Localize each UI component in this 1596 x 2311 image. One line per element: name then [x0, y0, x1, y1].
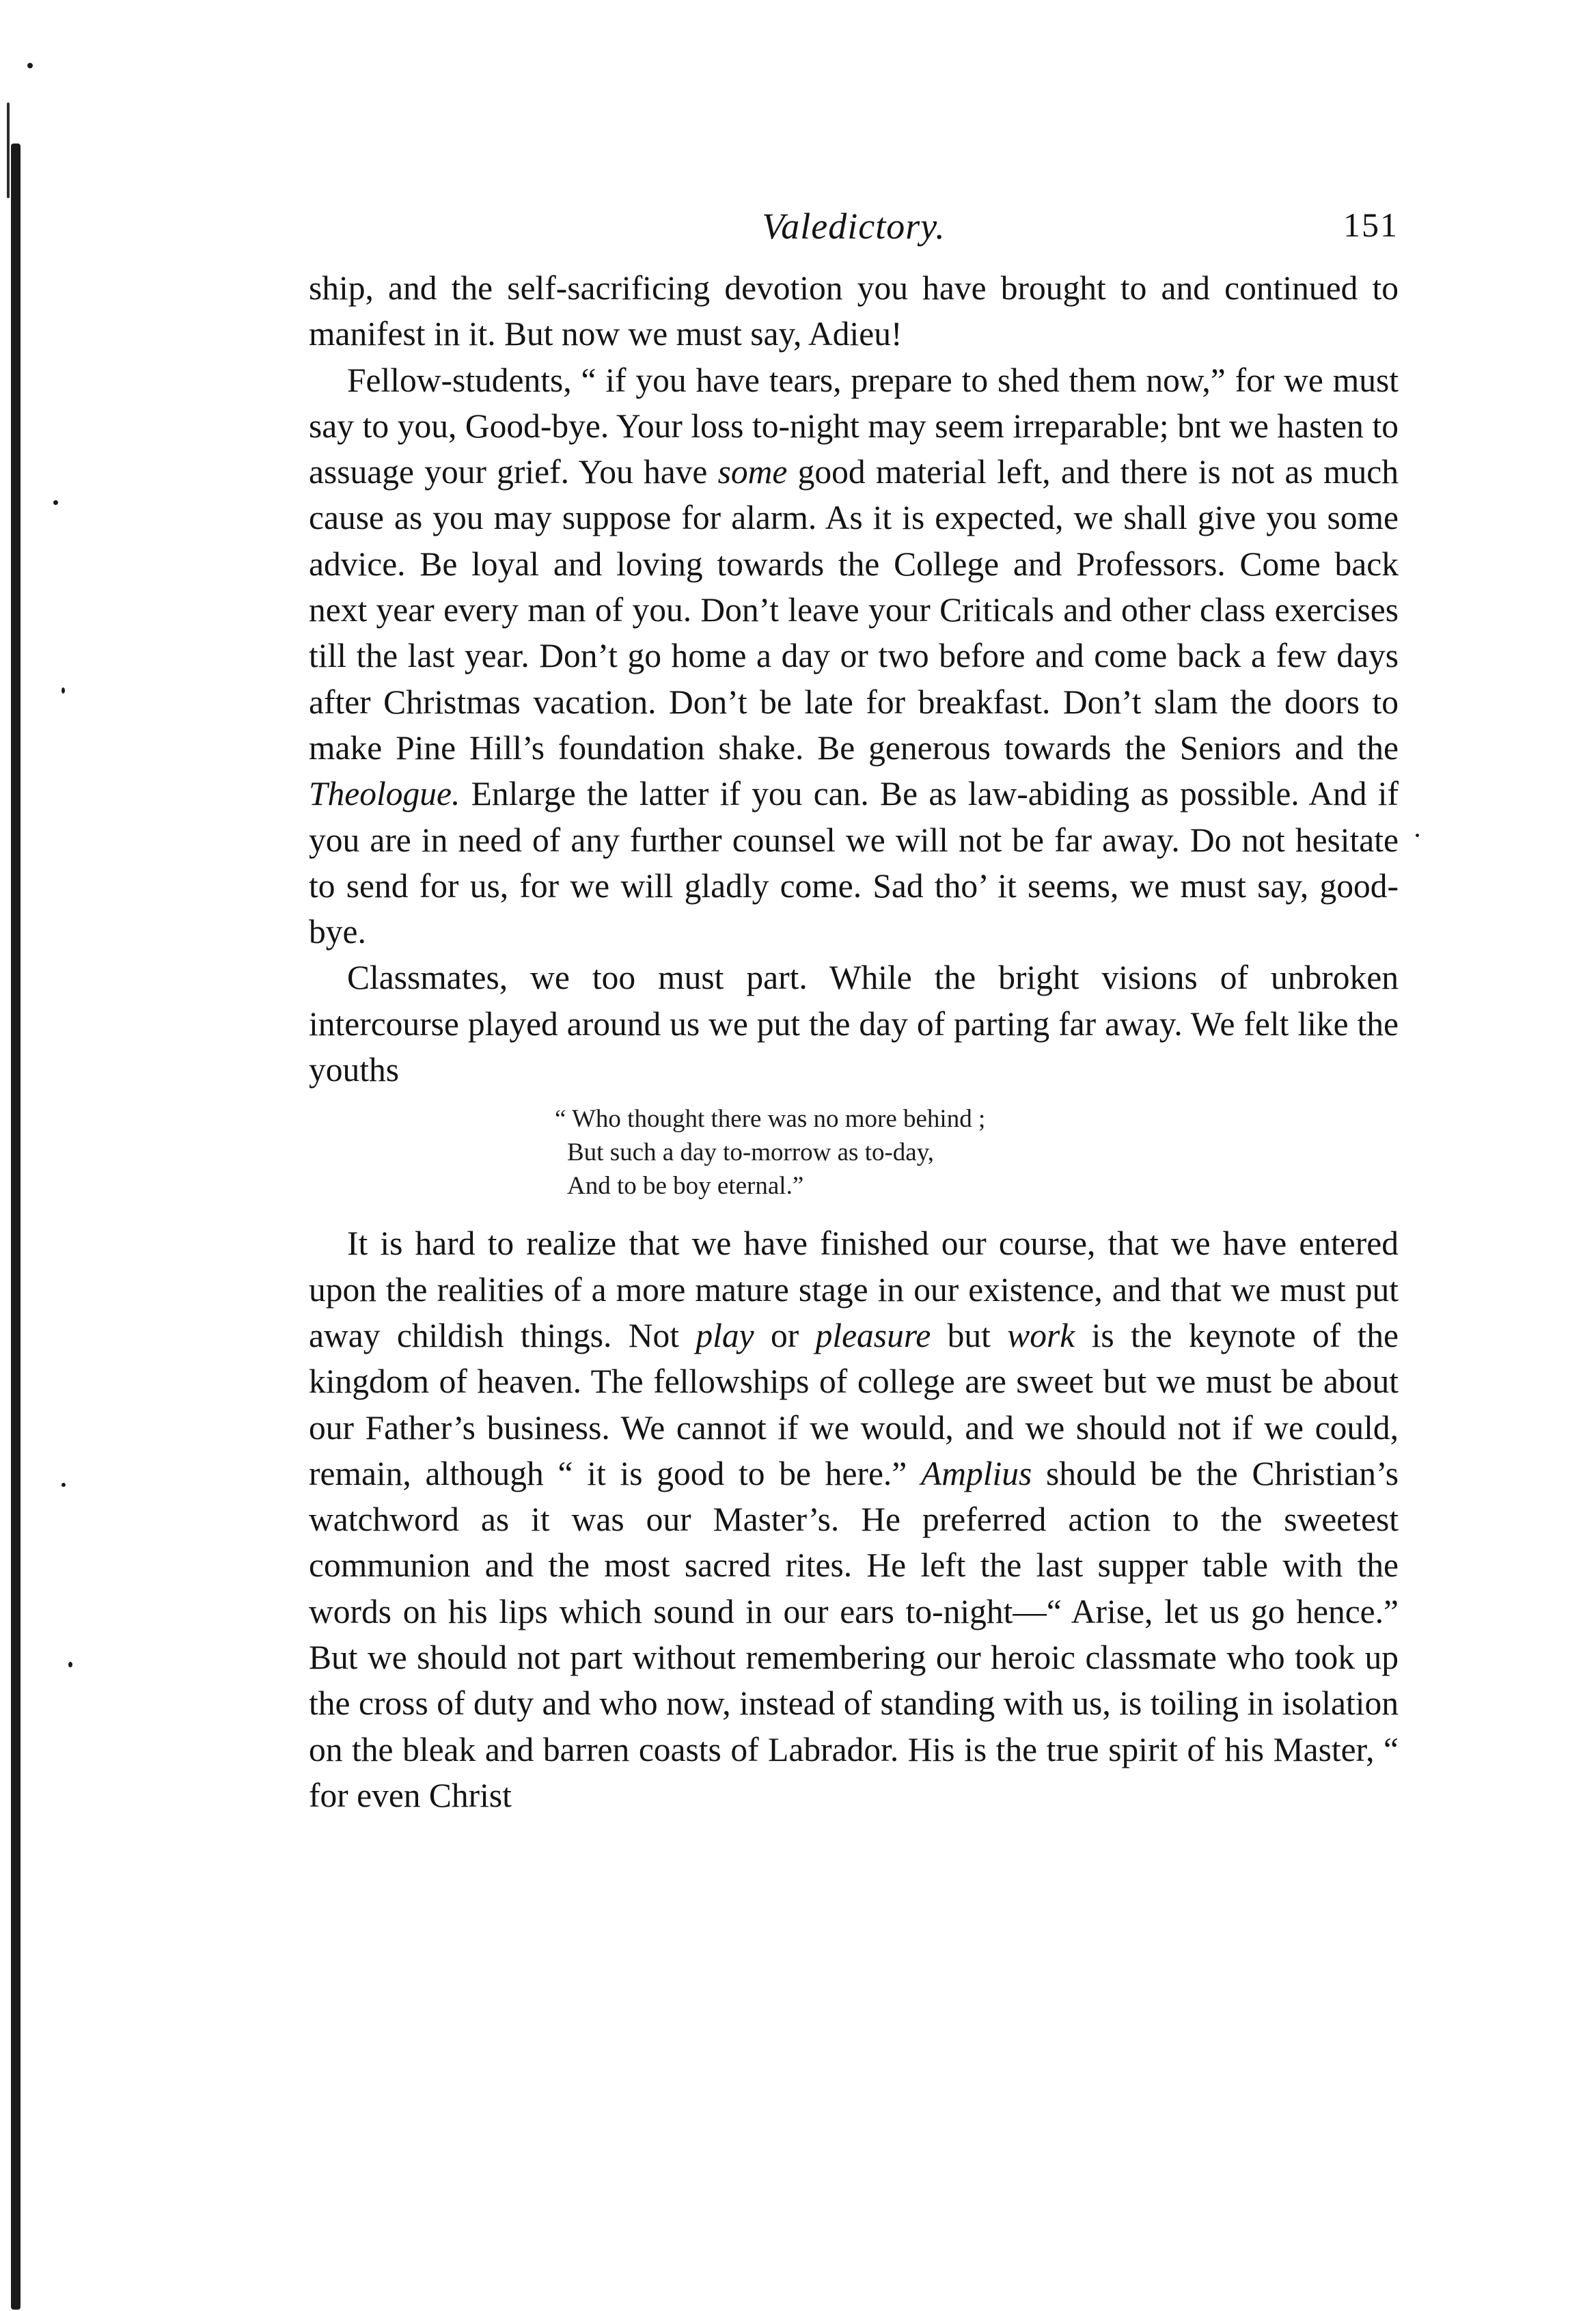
body-text [309, 265, 1399, 1818]
scan-speck [53, 500, 58, 505]
text-run: It is hard to realize that we have finished our course, that we have entered upon the realities of a more mature stage in our existence, and that we must put away childish things. Not [309, 1225, 1399, 1354]
binding-edge-thin-rule [7, 102, 10, 198]
emphasis-theologue: Theologue. [309, 775, 460, 813]
scan-speck [61, 687, 65, 694]
text-run: Fellow-students, “ if you have tears, prepare to shed them now,” for we must say to you, Good-bye. Your loss to-night may seem irreparable; bnt we hasten to assuage your grief. You have [309, 361, 1399, 491]
text-run: Enlarge the latter if you can. Be as law-abiding as possible. And if you are in need of any further counsel we will not be far away. Do not hesitate to send for us, for we will gladly come. Sad tho’ it seems, we must say, good-bye. [309, 775, 1399, 951]
paragraph-classmates: Classmates, we too must part. While the bright visions of unbroken intercourse played around us we put the day of parting far away. We felt like the youths [309, 959, 1399, 1089]
verse-line: “ Who thought there was no more behind ; [555, 1105, 986, 1134]
paragraph-fellow-students [309, 357, 1399, 955]
text-run: but [931, 1316, 1008, 1354]
verse-line: And to be boy eternal.” [567, 1172, 804, 1201]
paragraph-closing [309, 1220, 1399, 1818]
scan-speck [68, 1662, 72, 1667]
paragraph-continuation: ship, and the self-sacrificing devotion you have brought to and continued to manifest in it. But now we must say, Adieu! [309, 269, 1399, 353]
text-run: should be the Christian’s watchword as it was our Master’s. He preferred action to the sweetest communion and the most sacred rites. He left the last supper table with the words on his lips which sound in our ears to-night—“ Arise, let us go hence.” But we should not part without remembering our heroic classmate who took up the cross of duty and who now, instead of standing with us, is toiling in isolation on the bleak and barren coasts of Labrador. His is the true spirit of his Master, “ for even Christ [309, 1454, 1399, 1814]
emphasis-some: some [717, 453, 788, 491]
verse-line: But such a day to-morrow as to-day, [567, 1138, 935, 1167]
scan-speck [27, 63, 33, 68]
page-number: 151 [1343, 206, 1399, 244]
binding-edge-rule [11, 143, 20, 2310]
emphasis-pleasure: pleasure [815, 1316, 931, 1354]
text-run: or [754, 1316, 816, 1354]
text-run: is the keynote of the kingdom of heaven. The fellowships of college are sweet but we must be about our Father’s business. We cannot if we would, and we should not if we could, remain, although “ it is good to be here.” [309, 1316, 1399, 1492]
book-page [309, 205, 1399, 1818]
verse-quotation [555, 1102, 1399, 1203]
emphasis-play: play [696, 1316, 754, 1354]
text-run: good material left, and there is not as much cause as you may suppose for alarm. As it is expected, we shall give you some advice. Be loyal and loving towards the College and Professors. Come back next year every man of you. Don’t leave your Criticals and other class exercises till the last year. Don’t go home a day or two before and come back a few days after Christmas vacation. Don’t be late for breakfast. Don’t slam the doors to make Pine Hill’s foundation shake. Be generous towards the Seniors and the [309, 453, 1399, 767]
running-head [309, 205, 1399, 260]
binding-edge-shadow [0, 102, 41, 2311]
scan-speck [61, 1483, 66, 1487]
scan-speck [1416, 834, 1419, 837]
running-title: Valedictory. [762, 206, 946, 247]
emphasis-work: work [1007, 1316, 1075, 1354]
emphasis-amplius: Amplius [921, 1454, 1032, 1492]
